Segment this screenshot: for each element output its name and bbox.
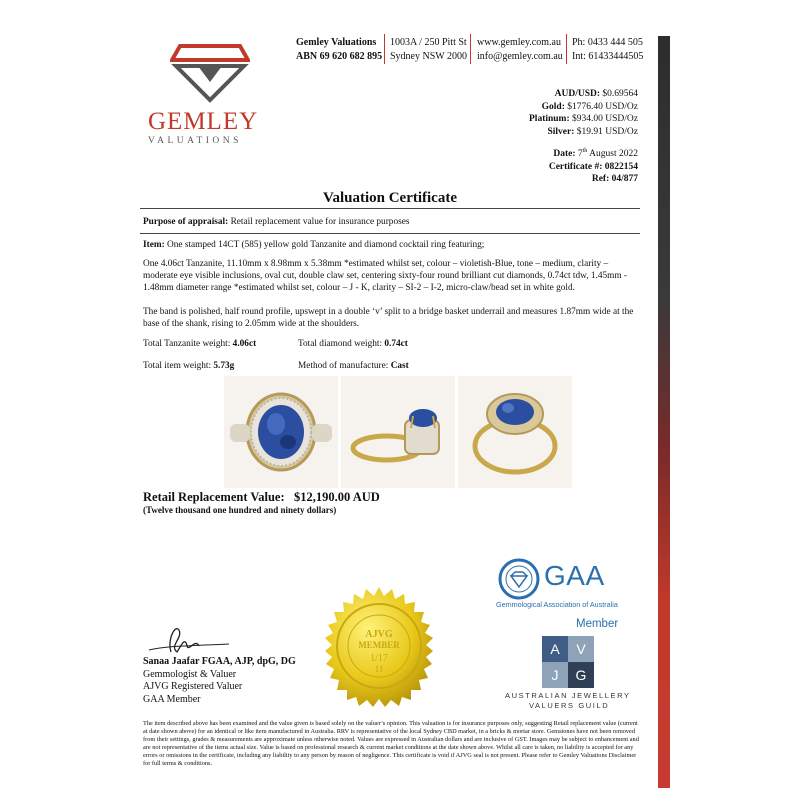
header-company: Gemley Valuations ABN 69 620 682 895: [296, 37, 383, 62]
seal-text: MEMBER: [358, 640, 400, 650]
gaa-emblem-icon: [498, 558, 540, 600]
ajvg-gold-seal: [318, 585, 440, 712]
gemley-logo: [148, 42, 278, 146]
description-paragraph: One 4.06ct Tanzanite, 11.10mm x 8.98mm x 5.38mm *estimated whilst set, colour – violetish-Blue, tone – medium, clarity – moderate eye visible inclusions, oval cut, double claw set, centering sixty-four round brilliant cut diamonds, 0.74ct tdw, 1.45mm - 1.48mm diameter range *estimated whilst set, colour – J - K, clarity – SI-2 – I-2, micro-claw/bead set in white gold.: [143, 259, 628, 293]
gaa-member-label: Member: [576, 618, 619, 630]
gaa-name: GAA: [544, 560, 605, 591]
item-line: Item: One stamped 14CT (585) yellow gold Tanzanite and diamond cocktail ring featuring;: [143, 240, 485, 250]
ajvg-letter: A: [542, 636, 568, 662]
diamond-logo-icon: [170, 42, 250, 104]
spec-tanzanite-weight: Total Tanzanite weight: 4.06ct: [143, 339, 257, 349]
ajvg-letter: J: [542, 662, 568, 688]
page-title: Valuation Certificate: [322, 190, 457, 206]
seal-text: AJVG: [365, 629, 393, 640]
ring-photo-back: [458, 376, 572, 488]
header-divider: [384, 34, 385, 64]
spec-diamond-weight: Total diamond weight: 0.74ct: [298, 339, 408, 349]
edge-color-bar: [658, 36, 670, 788]
valuer-details: Sanaa Jaafar FGAA, AJP, dpG, DG Gemmologist & Valuer AJVG Registered Valuer GAA Member: [143, 656, 296, 705]
title-divider: [140, 208, 640, 209]
spec-method: Method of manufacture: Cast: [298, 361, 409, 371]
ajvg-name-line2: VALUERS GUILD: [529, 701, 610, 710]
ajvg-letter: V: [568, 636, 594, 662]
ajvg-logo: [542, 636, 594, 688]
ajvg-letter: G: [568, 662, 594, 688]
spec-item-weight: Total item weight: 5.73g: [143, 361, 235, 371]
gaa-full-name: Gemmological Association of Australia: [496, 600, 618, 609]
seal-text: 1/17: [370, 653, 388, 664]
header-divider: [566, 34, 567, 64]
metal-rates: AUD/USD: $0.69564 Gold: $1776.40 USD/Oz Platinum: $934.00 USD/Oz Silver: $19.91 USD/Oz: [529, 89, 638, 137]
seal-text: 11: [374, 664, 384, 674]
retail-value-words: (Twelve thousand one hundred and ninety dollars): [143, 505, 337, 515]
website-link[interactable]: www.gemley.com.au: [477, 37, 561, 48]
ring-photos: [224, 376, 572, 488]
gaa-logo: [498, 558, 540, 605]
retail-value: Retail Replacement Value: $12,190.00 AUD: [143, 490, 380, 504]
header-web: [477, 36, 563, 64]
ajvg-name-line1: AUSTRALIAN JEWELLERY: [505, 691, 631, 700]
header-address: 1003A / 250 Pitt St Sydney NSW 2000: [390, 37, 468, 62]
ring-photo-side: [341, 376, 455, 488]
purpose-line: Purpose of appraisal: Retail replacement value for insurance purposes: [143, 217, 410, 227]
purpose-divider: [140, 233, 640, 234]
disclaimer-text: The item described above has been examined and the value given is based solely on the valuer’s opinion. This valuation is for insurance purposes only, suggesting Retail replacement value (current at date shown above) for an identical or like item manufactured in Australia. RRV is representative of the local Sydney CBD market, in a bricks & mortar store. Gemstones have not been removed from their settings, grades & measurements are approximate unless otherwise noted. Values are expressed in Australian dollars and are inclusive of GST. Images may be subject to enhancement and are not representative of the items actual size. Value is based on professional research & current market conditions at the date shown above. Whilst all care is taken, no liability is accepted for any errors or omissions in the certificate, including any liability to any person by reason of negligence. This certificate is void if AJVG seal is not present. Please refer to Gemley Valuations Disclaimer for full terms & conditions.: [143, 720, 639, 767]
ring-photo-front: [224, 376, 338, 488]
header-phone: Ph: 0433 444 505 Int: 61433444505: [572, 37, 644, 62]
brand-subtitle: VALUATIONS: [148, 136, 242, 146]
brand-name: GEMLEY: [148, 108, 259, 135]
certificate-details: Date: 7th August 2022 Certificate #: 0822154 Ref: 04/877: [548, 148, 638, 185]
header-divider: [470, 34, 471, 64]
email-link[interactable]: info@gemley.com.au: [477, 51, 563, 62]
band-paragraph: The band is polished, half round profile, upswept in a double ‘v’ split to a bridge basket underrail and measures 1.87mm wide at the base of the shank, rising to 2.05mm wide at the shoulders.: [143, 307, 634, 329]
